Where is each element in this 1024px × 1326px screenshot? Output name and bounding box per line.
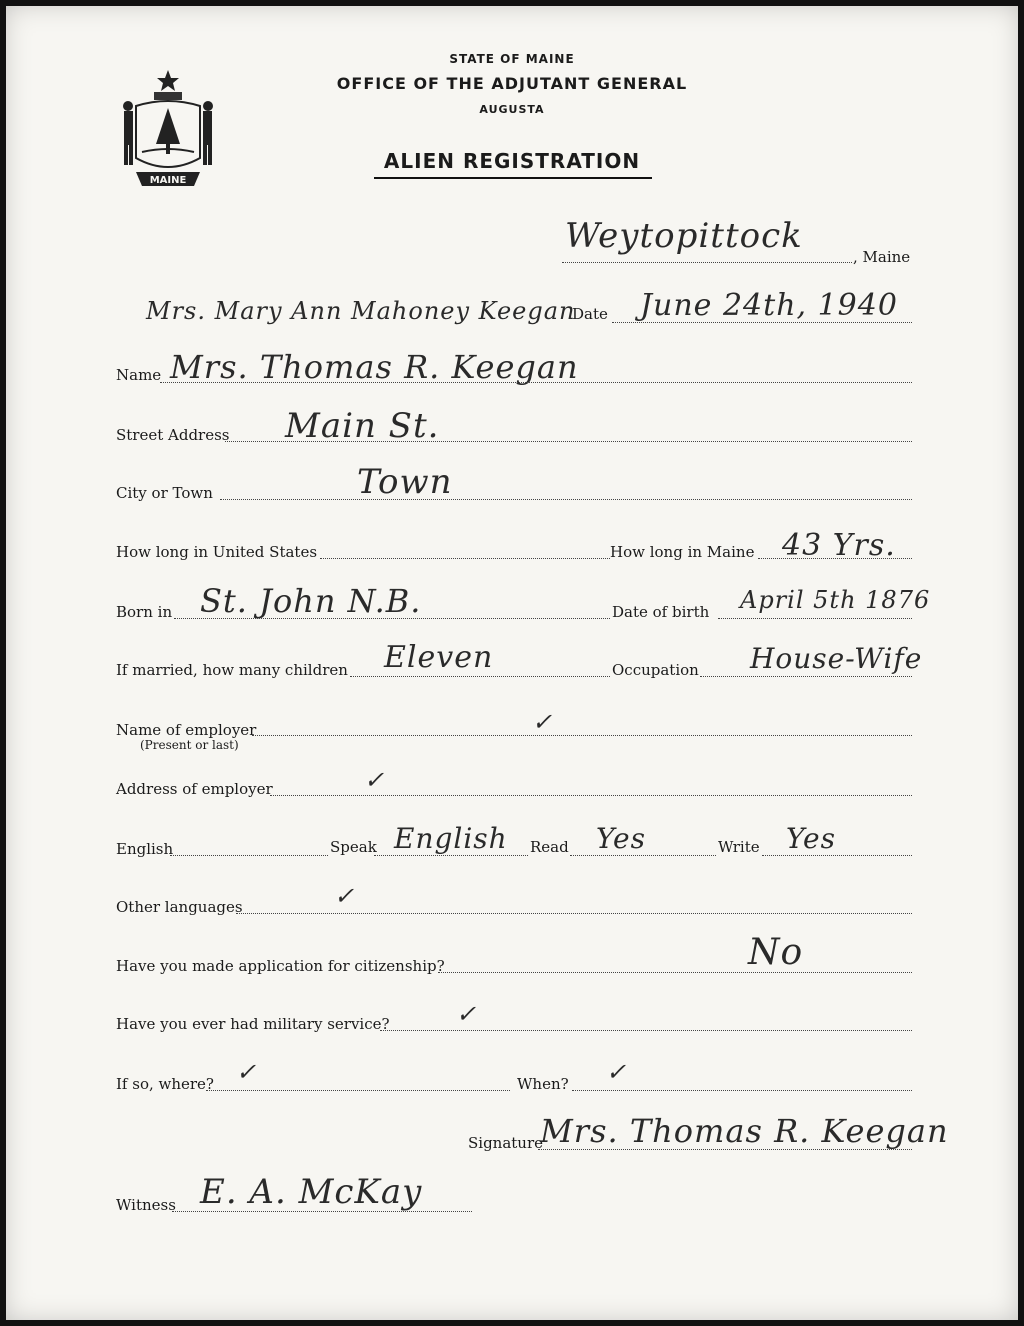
city-or-town-line: [220, 499, 912, 500]
where-label: If so, where?: [116, 1075, 214, 1093]
occupation-line: [700, 676, 912, 677]
date-line: [612, 322, 912, 323]
english-label: English: [116, 840, 174, 858]
street-address-line: [225, 441, 912, 442]
employer-sublabel: (Present or last): [140, 738, 239, 752]
alias-value: Mrs. Mary Ann Mahoney Keegan: [146, 297, 576, 325]
born-in-line: [174, 618, 610, 619]
name-line: [160, 382, 912, 383]
svg-text:MAINE: MAINE: [149, 175, 187, 186]
speak-value: English: [394, 822, 508, 855]
military-line: [380, 1030, 912, 1031]
state-seal-icon: [116, 66, 220, 192]
children-value: Eleven: [384, 640, 494, 675]
city-heading: AUGUSTA: [479, 103, 545, 116]
citizenship-value: No: [748, 932, 804, 973]
other-languages-label: Other languages: [116, 898, 243, 916]
signature-line: [538, 1149, 912, 1150]
how-long-us-label: How long in United States: [116, 543, 318, 561]
form-title: ALIEN REGISTRATION: [383, 149, 641, 173]
employer-address-label: Address of employer: [116, 780, 273, 798]
witness-value: E. A. McKay: [200, 1172, 423, 1212]
how-long-maine-value: 43 Yrs.: [782, 528, 896, 563]
write-value: Yes: [786, 822, 836, 855]
town-line: [562, 262, 852, 263]
when-line: [572, 1090, 912, 1091]
witness-line: [172, 1211, 472, 1212]
date-of-birth-line: [718, 618, 912, 619]
children-line: [350, 676, 610, 677]
write-label: Write: [718, 838, 760, 856]
street-address-value: Main St.: [285, 406, 440, 446]
city-or-town-label: City or Town: [116, 484, 213, 502]
when-check: ✓: [606, 1058, 628, 1086]
town-suffix: , Maine: [853, 248, 911, 266]
date-of-birth-label: Date of birth: [612, 603, 710, 621]
other-languages-check: ✓: [334, 882, 356, 910]
speak-line: [374, 855, 528, 856]
how-long-maine-line: [758, 558, 912, 559]
occupation-value: House-Wife: [750, 642, 923, 675]
speak-label: Speak: [330, 838, 377, 856]
citizenship-label: Have you made application for citizenship?: [116, 957, 445, 975]
other-languages-line: [236, 913, 912, 914]
when-label: When?: [517, 1075, 569, 1093]
military-check: ✓: [456, 1000, 478, 1028]
read-line: [570, 855, 716, 856]
state-heading: STATE OF MAINE: [449, 52, 575, 66]
born-in-value: St. John N.B.: [200, 582, 422, 620]
how-long-maine-label: How long in Maine: [610, 543, 755, 561]
born-in-label: Born in: [116, 603, 173, 621]
signature-label: Signature: [468, 1134, 544, 1152]
city-or-town-value: Town: [357, 462, 453, 502]
military-label: Have you ever had military service?: [116, 1015, 390, 1033]
where-check: ✓: [236, 1058, 258, 1086]
english-line: [170, 855, 328, 856]
read-label: Read: [530, 838, 569, 856]
employer-line: [252, 735, 912, 736]
citizenship-line: [438, 972, 912, 973]
employer-address-line: [270, 795, 912, 796]
name-label: Name: [116, 366, 162, 384]
date-label: Date: [572, 305, 608, 323]
read-value: Yes: [596, 822, 646, 855]
where-line: [206, 1090, 510, 1091]
title-underline: [374, 177, 652, 179]
employer-check: ✓: [532, 708, 554, 736]
office-heading: OFFICE OF THE ADJUTANT GENERAL: [336, 74, 688, 93]
signature-value: Mrs. Thomas R. Keegan: [540, 1112, 949, 1150]
date-value: June 24th, 1940: [640, 288, 898, 323]
street-address-label: Street Address: [116, 426, 230, 444]
children-label: If married, how many children: [116, 661, 348, 679]
employer-label: Name of employer: [116, 721, 257, 739]
write-line: [762, 855, 912, 856]
employer-address-check: ✓: [364, 766, 386, 794]
occupation-label: Occupation: [612, 661, 699, 679]
date-of-birth-value: April 5th 1876: [740, 586, 931, 614]
town-value: Weytopittock: [565, 216, 803, 256]
how-long-us-line: [320, 558, 610, 559]
witness-label: Witness: [116, 1196, 176, 1214]
name-value: Mrs. Thomas R. Keegan: [170, 348, 579, 386]
